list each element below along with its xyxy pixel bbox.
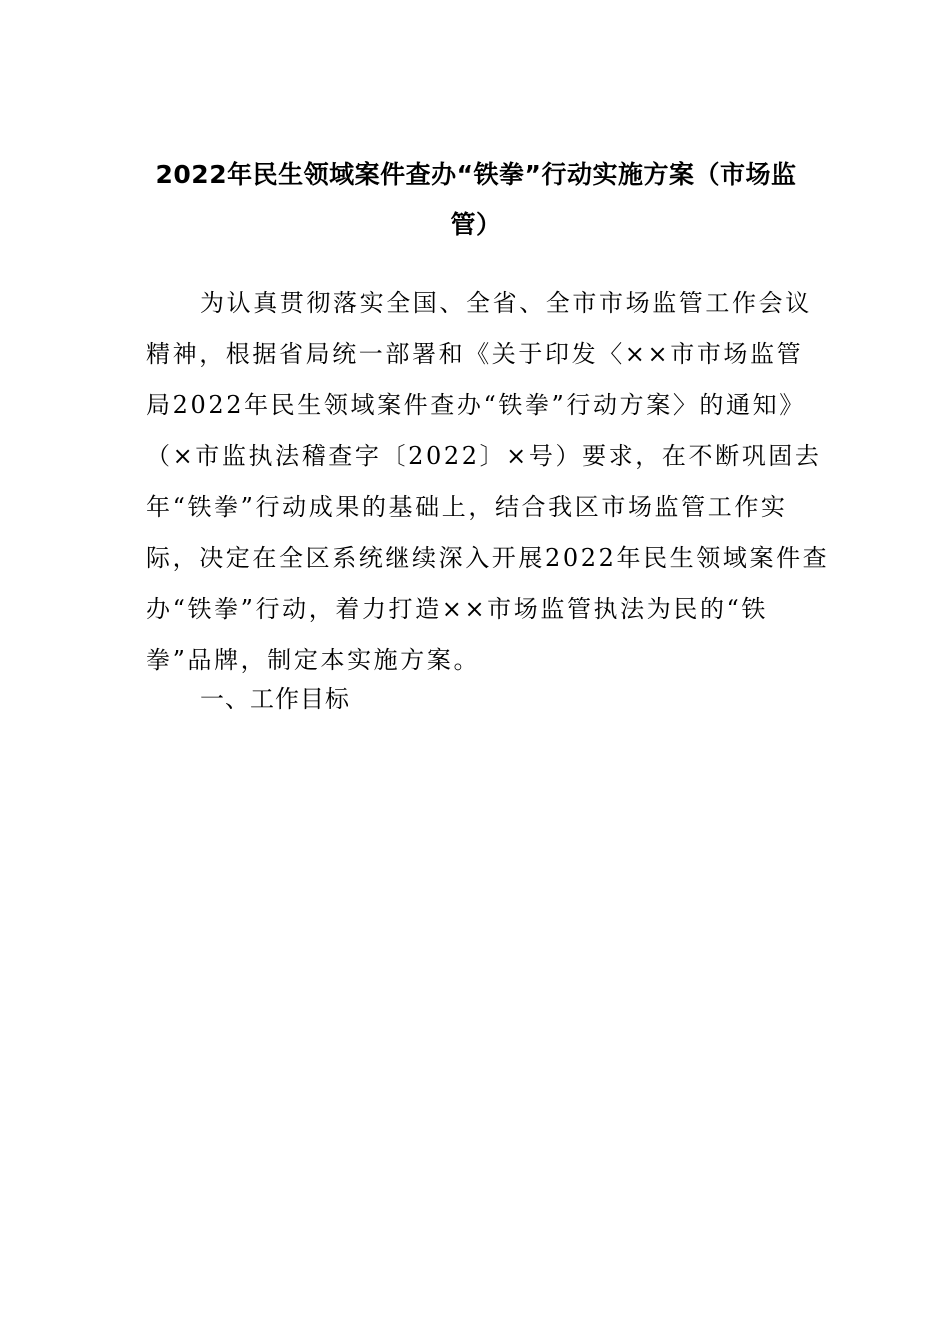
intro-paragraph: [146, 278, 830, 686]
paragraph-line: 为认真贯彻落实全国、全省、全市市场监管工作会议: [200, 289, 812, 317]
paragraph-line: 年“铁拳”行动成果的基础上，结合我区市场监管工作实: [146, 493, 788, 521]
section-heading: 一、工作目标: [200, 685, 350, 713]
paragraph-line: 际，决定在全区系统继续深入开展2022年民生领域案件查: [146, 544, 830, 572]
title-line-2: 管）: [450, 210, 502, 239]
paragraph-line: （×市监执法稽查字〔2022〕×号）要求，在不断巩固去: [146, 442, 822, 470]
title-line-1: 2022年民生领域案件查办“铁拳”行动实施方案（市场监: [155, 160, 797, 189]
document-title: [146, 150, 806, 250]
paragraph-line: 局2022年民生领域案件查办“铁拳”行动方案〉的通知》: [146, 391, 806, 419]
paragraph-line: 精神，根据省局统一部署和《关于印发〈××市市场监管: [146, 340, 804, 368]
paragraph-line: 拳”品牌，制定本实施方案。: [146, 646, 481, 674]
paragraph-line: 办“铁拳”行动，着力打造××市场监管执法为民的“铁: [146, 595, 769, 623]
